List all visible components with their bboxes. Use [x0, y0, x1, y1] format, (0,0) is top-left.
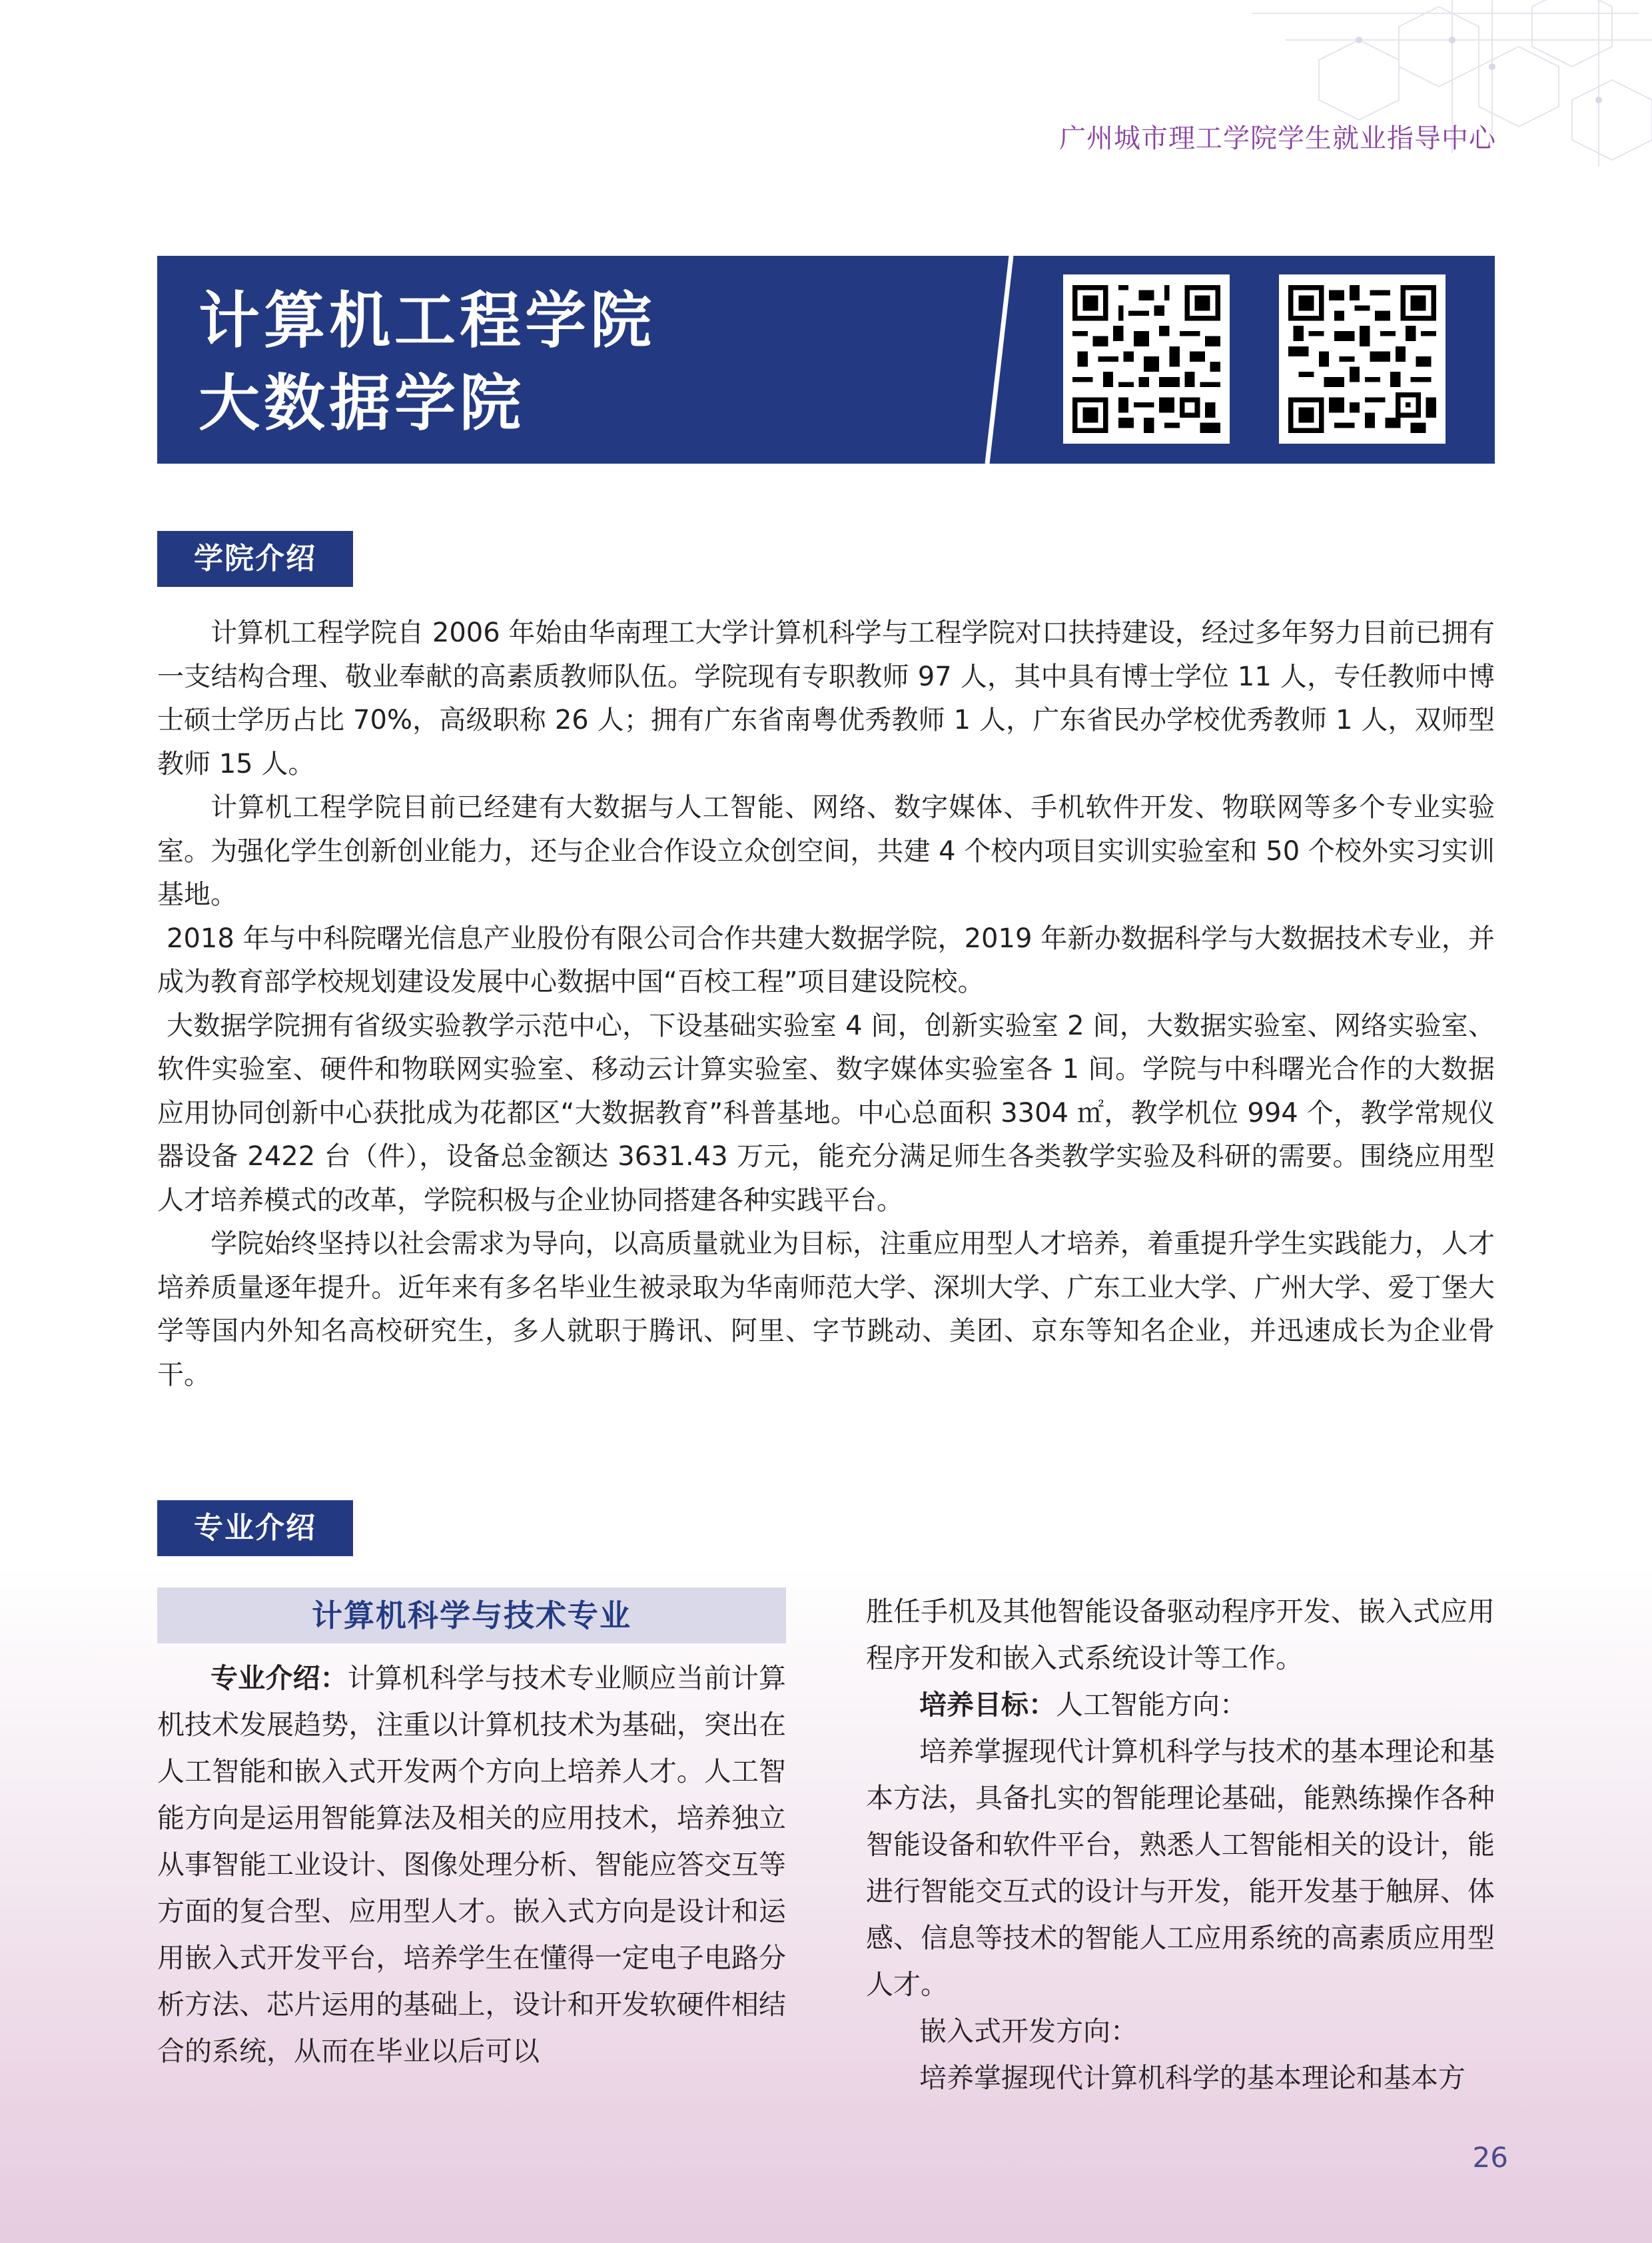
goal-label: 培养目标：: [919, 1689, 1056, 1721]
embedded-paragraph: 培养掌握现代计算机科学的基本理论和基本方: [919, 2062, 1465, 2094]
qr-code-icon: [1063, 274, 1230, 444]
major-title: 计算机科学与技术专业: [157, 1587, 786, 1643]
college-intro-text: [157, 612, 1495, 1397]
intro-paragraph: 计算机工程学院自 2006 年始由华南理工大学计算机科学与工程学院对口扶持建设，经过多年努力目前已拥有一支结构合理、敬业奉献的高素质教师队伍。学院现有专职教师 97 人，其中具有博士学位 11 人，专任教师中博士硕士学历占比 70%，高级职称 26 人；拥有广东省南粤优秀教师 1 人，广东省民办学校优秀教师 1 人，双师型教师 15 人。: [157, 618, 1495, 779]
goal-ai-paragraph: 培养掌握现代计算机科学与技术的基本理论和基本方法，具备扎实的智能理论基础，能熟练操作各种智能设备和软件平台，熟悉人工智能相关的设计，能进行智能交互式的设计与开发，能开发基于触屏、体感、信息等技术的智能人工应用系统的高素质应用型人才。: [866, 1735, 1495, 2001]
goal-line: [866, 1681, 1495, 1728]
major-intro-text: 计算机科学与技术专业顺应当前计算机技术发展趋势，注重以计算机技术为基础，突出在人工智能和嵌入式开发两个方向上培养人才。人工智能方向是运用智能算法及相关的应用技术，培养独立从事智能工业设计、图像处理分析、智能应答交互等方面的复合型、应用型人才。嵌入式方向是设计和运用嵌入式开发平台，培养学生在懂得一定电子电路分析方法、芯片运用的基础上，设计和开发软硬件相结合的系统，从而在毕业以后可以: [157, 1662, 786, 2067]
major-intro-paragraph: [157, 1655, 786, 2074]
section-tag-college-intro: 学院介绍: [157, 531, 353, 587]
intro-paragraph: 计算机工程学院目前已经建有大数据与人工智能、网络、数字媒体、手机软件开发、物联网等多个专业实验室。为强化学生创新创业能力，还与企业合作设立众创空间，共建 4 个校内项目实训实验室和 50 个校外实习实训基地。: [157, 792, 1495, 910]
banner-title-line1: 计算机工程学院: [199, 285, 656, 356]
intro-paragraph: 大数据学院拥有省级实验教学示范中心，下设基础实验室 4 间，创新实验室 2 间，大数据实验室、网络实验室、软件实验室、硬件和物联网实验室、移动云计算实验室、数字媒体实验室各 1 间。学院与中科曙光合作的大数据应用协同创新中心获批成为花都区“大数据教育”科普基地。中心总面积 3304 ㎡，教学机位 994 个，教学常规仪器设备 2422 台（件），设备总金额达 3631.43 万元，能充分满足师生各类教学实验及科研的需要。围绕应用型人才培养模式的改革，学院积极与企业协同搭建各种实践平台。: [157, 1010, 1495, 1216]
major-intro-label: 专业介绍：: [210, 1662, 348, 1694]
section-tag-major-intro: 专业介绍: [157, 1500, 353, 1556]
banner-title: [199, 280, 655, 445]
goal-direction-ai: 人工智能方向：: [1056, 1689, 1247, 1721]
major-intro-column-left: [157, 1655, 786, 2074]
college-banner: [157, 256, 1495, 464]
embedded-direction: 嵌入式开发方向：: [919, 2015, 1138, 2047]
page-number: 26: [1472, 2141, 1508, 2174]
major-intro-column-right: [866, 1588, 1495, 2101]
header-organization: 广州城市理工学院学生就业指导中心: [1059, 123, 1496, 154]
banner-title-line2: 大数据学院: [199, 368, 526, 439]
intro-paragraph: 学院始终坚持以社会需求为导向，以高质量就业为目标，注重应用型人才培养，着重提升学生实践能力，人才培养质量逐年提升。近年来有多名毕业生被录取为华南师范大学、深圳大学、广东工业大学、广州大学、爱丁堡大学等国内外知名高校研究生，多人就职于腾讯、阿里、字节跳动、美团、京东等知名企业，并迅速成长为企业骨干。: [157, 1228, 1495, 1390]
intro-paragraph: 2018 年与中科院曙光信息产业股份有限公司合作共建大数据学院，2019 年新办数据科学与大数据技术专业，并成为教育部学校规划建设发展中心数据中国“百校工程”项目建设院校。: [157, 923, 1495, 997]
major-intro-continued: 胜任手机及其他智能设备驱动程序开发、嵌入式应用程序开发和嵌入式系统设计等工作。: [866, 1595, 1495, 1674]
banner-divider: [973, 256, 1026, 464]
qr-code-icon: [1279, 274, 1446, 444]
